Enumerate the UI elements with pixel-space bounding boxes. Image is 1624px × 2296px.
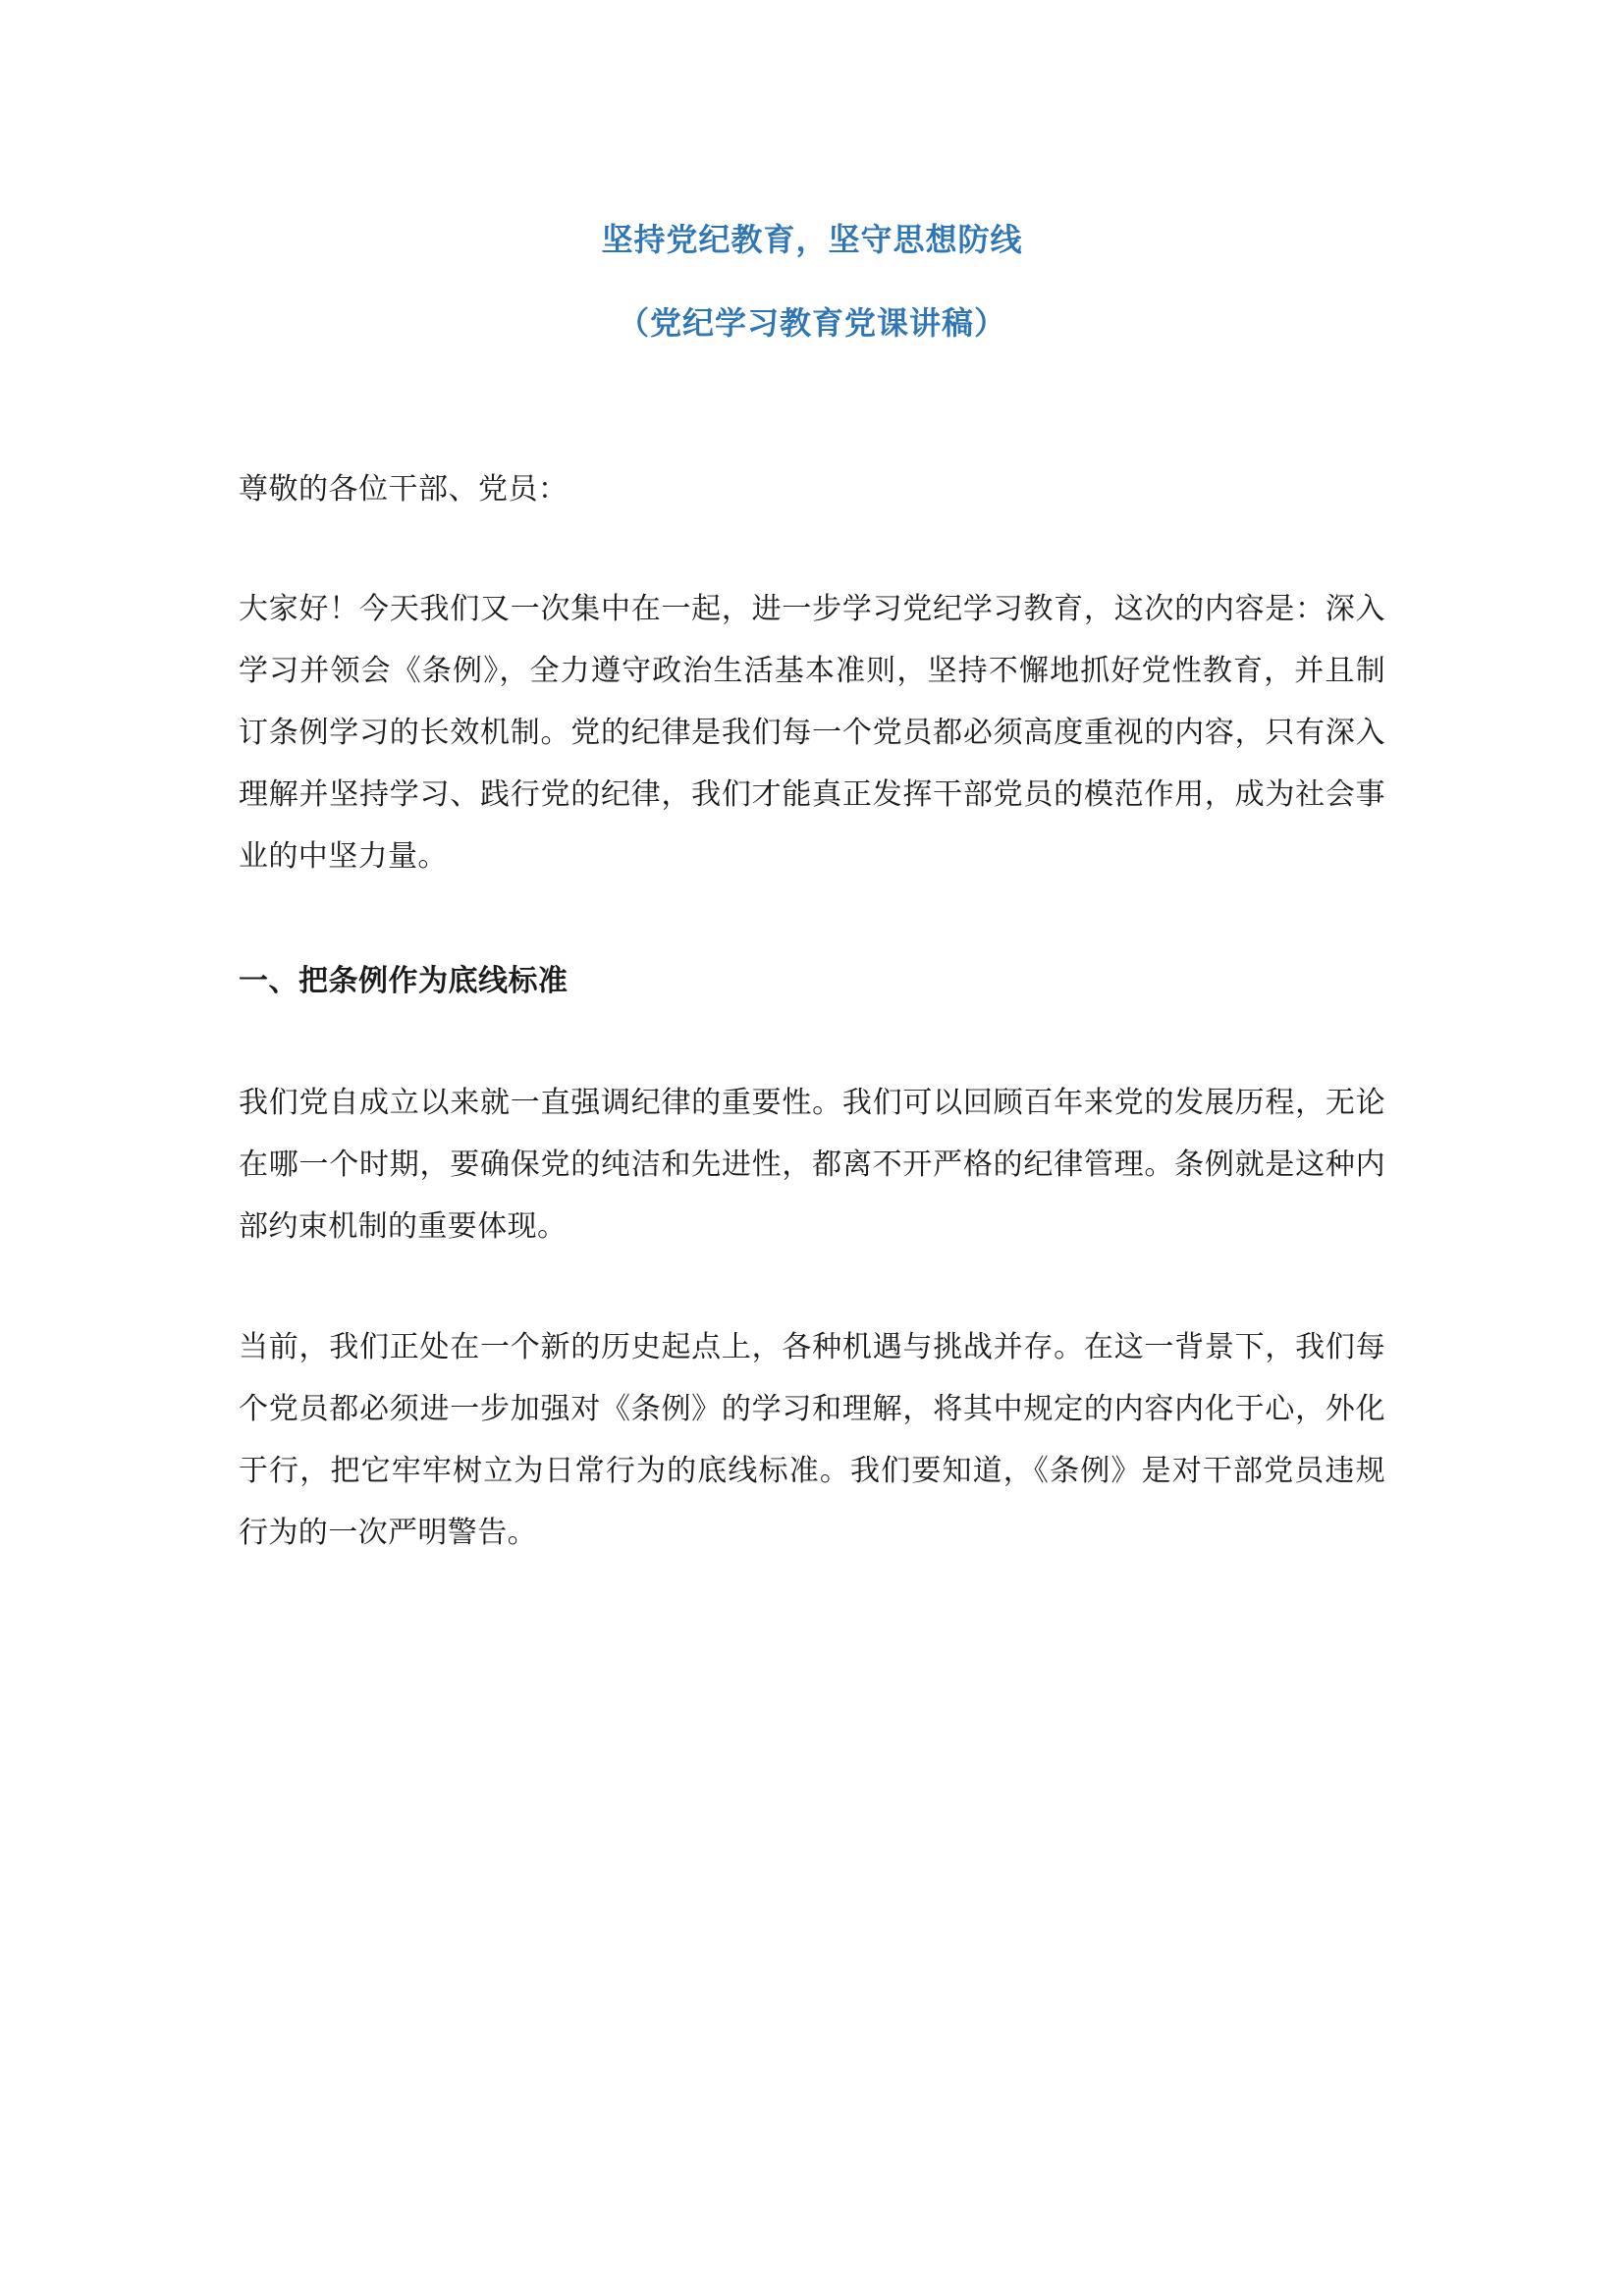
page-subtitle: （党纪学习教育党课讲稿） bbox=[617, 303, 1006, 342]
salutation: 尊敬的各位干部、党员： bbox=[239, 471, 568, 507]
title-block bbox=[239, 218, 1385, 346]
section-heading-1: 一、把条例作为底线标准 bbox=[239, 963, 568, 998]
page-title: 坚持党纪教育，坚守思想防线 bbox=[601, 221, 1023, 258]
paragraph-intro: 大家好！今天我们又一次集中在一起，进一步学习党纪学习教育，这次的内容是：深入学习并领会《条例》，全力遵守政治生活基本准则，坚持不懈地抓好党性教育，并且制订条例学习的长效机制。党的纪律是我们每一个党员都必须高度重视的内容，只有深入理解并坚持学习、践行党的纪律，我们才能真正发挥干部党员的模范作用，成为社会事业的中坚力量。 bbox=[239, 591, 1385, 874]
document-content bbox=[239, 0, 1385, 1564]
section-1-paragraph-2: 当前，我们正处在一个新的历史起点上，各种机遇与挑战并存。在这一背景下，我们每个党员都必须进一步加强对《条例》的学习和理解，将其中规定的内容内化于心，外化于行，把它牢牢树立为日常行为的底线标准。我们要知道，《条例》是对干部党员违规行为的一次严明警告。 bbox=[239, 1329, 1385, 1550]
section-1-paragraph-1: 我们党自成立以来就一直强调纪律的重要性。我们可以回顾百年来党的发展历程，无论在哪一个时期，要确保党的纯洁和先进性，都离不开严格的纪律管理。条例就是这种内部约束机制的重要体现。 bbox=[239, 1085, 1385, 1244]
